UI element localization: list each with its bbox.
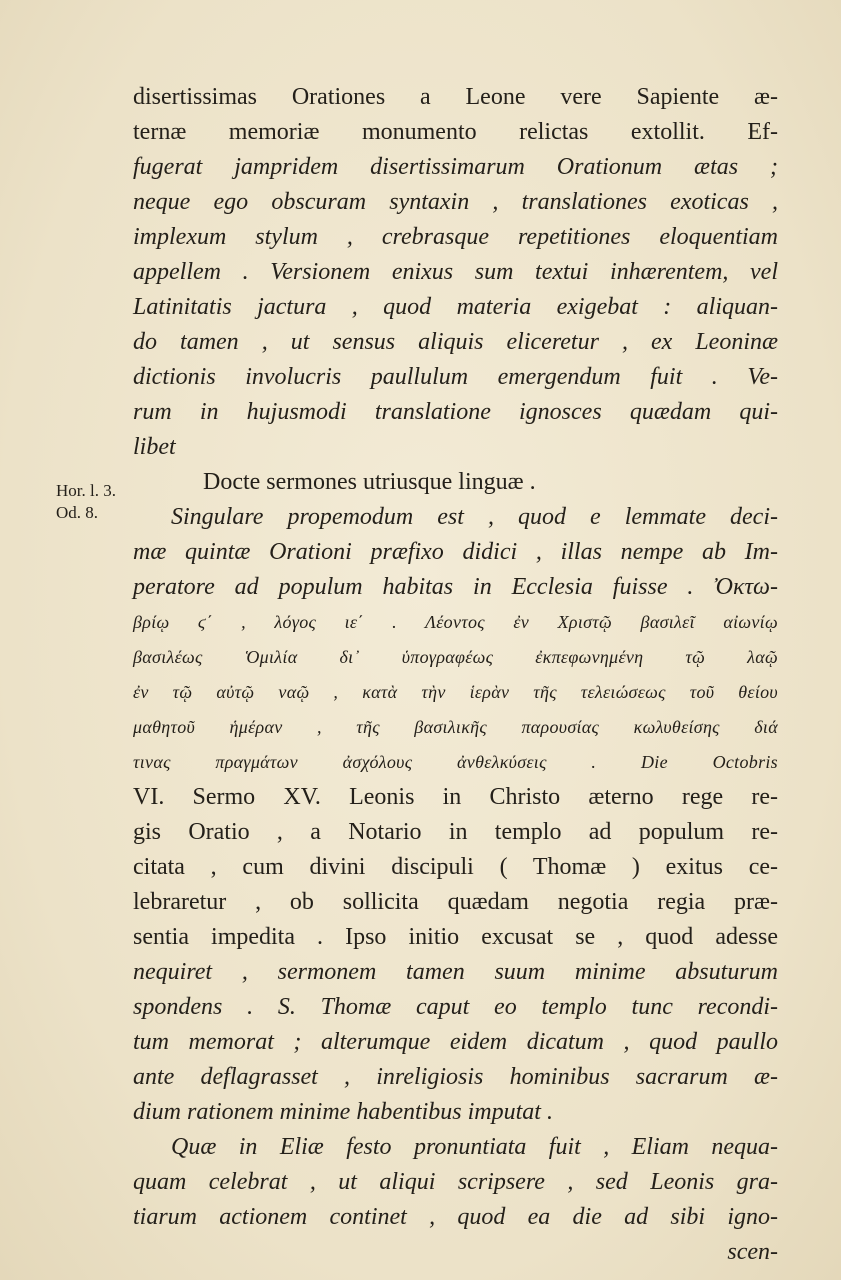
greek-line: μαθητοῦ ἡμέραν , τῆς βασιλικῆς παρουσίας κωλυθείσης διά bbox=[133, 717, 778, 737]
text-line: dictionis involucris paullulum emergendum fuit . Ve- bbox=[133, 364, 778, 390]
text-line: spondens . S. Thomæ caput eo templo tunc recondi- bbox=[133, 994, 778, 1020]
text-line: fugerat jampridem disertissimarum Orationum ætas ; bbox=[133, 154, 778, 180]
text-line: Latinitatis jactura , quod materia exigebat : aliquan- bbox=[133, 294, 778, 320]
greek-line: βασιλέως Ὁμιλία δι᾽ ὑπογραφέως ἐκπεφωνημένη τῷ λαῷ bbox=[133, 647, 778, 667]
margin-reference-line-1: Hor. l. 3. bbox=[56, 481, 116, 500]
text-line: ternæ memoriæ monumento relictas extollit. Ef- bbox=[133, 119, 778, 145]
text-line: implexum stylum , crebrasque repetitiones eloquentiam bbox=[133, 224, 778, 250]
text-line: rum in hujusmodi translatione ignosces quædam qui- bbox=[133, 399, 778, 425]
text-line: mæ quintæ Orationi præfixo didici , illas nempe ab Im- bbox=[133, 539, 778, 565]
text-line: disertissimas Orationes a Leone vere Sapiente æ- bbox=[133, 84, 778, 110]
greek-line: βρίῳ ϛ΄ , λόγος ιε΄ . Λέοντος ἐν Χριστῷ βασιλεῖ αἰωνίῳ bbox=[133, 612, 778, 632]
text-line: neque ego obscuram syntaxin , translationes exoticas , bbox=[133, 189, 778, 215]
greek-line: τινας πραγμάτων ἀσχόλους ἀνθελκύσεις . Die Octobris bbox=[133, 752, 778, 772]
greek-line: ἐν τῷ αὐτῷ ναῷ , κατὰ τὴν ἱερὰν τῆς τελειώσεως τοῦ θείου bbox=[133, 682, 778, 702]
text-line: Quæ in Eliæ festo pronuntiata fuit , Eliam nequa- bbox=[171, 1134, 778, 1160]
text-line: citata , cum divini discipuli ( Thomæ ) exitus ce- bbox=[133, 854, 778, 880]
text-line: nequiret , sermonem tamen suum minime absuturum bbox=[133, 959, 778, 985]
margin-reference-line-2: Od. 8. bbox=[56, 503, 99, 522]
text-line: tum memorat ; alterumque eidem dicatum , quod paullo bbox=[133, 1029, 778, 1055]
text-line: gis Oratio , a Notario in templo ad populum re- bbox=[133, 819, 778, 845]
text-line: lebraretur , ob sollicita quædam negotia regia præ- bbox=[133, 889, 778, 915]
text-line: Singulare propemodum est , quod e lemmate deci- bbox=[171, 504, 778, 530]
text-line: do tamen , ut sensus aliquis eliceretur , ex Leoninæ bbox=[133, 329, 778, 355]
text-line: tiarum actionem continet , quod ea die ad sibi igno- bbox=[133, 1204, 778, 1230]
text-line: ante deflagrasset , inreligiosis hominibus sacrarum æ- bbox=[133, 1064, 778, 1090]
text-line: VI. Sermo XV. Leonis in Christo æterno rege re- bbox=[133, 784, 778, 810]
text-line: dium rationem minime habentibus imputat . bbox=[133, 1099, 553, 1125]
text-line: sentia impedita . Ipso initio excusat se , quod adesse bbox=[133, 924, 778, 950]
quotation-line: Docte sermones utriusque linguæ . bbox=[203, 469, 536, 495]
text-line: appellem . Versionem enixus sum textui inhærentem, vel bbox=[133, 259, 778, 285]
text-line: quam celebrat , ut aliqui scripsere , sed Leonis gra- bbox=[133, 1169, 778, 1195]
text-line: peratore ad populum habitas in Ecclesia fuisse . Ὀκτω- bbox=[133, 574, 778, 600]
margin-reference bbox=[56, 480, 136, 524]
catchword: scen- bbox=[727, 1239, 778, 1265]
text-line: libet bbox=[133, 434, 176, 460]
page-body-text bbox=[133, 80, 778, 1270]
